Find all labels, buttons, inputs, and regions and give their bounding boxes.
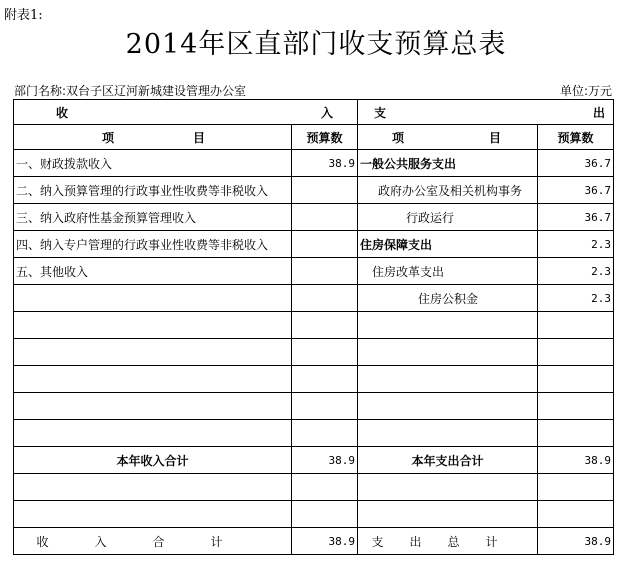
expense-subtotal-label: 本年支出合计 bbox=[358, 447, 538, 474]
empty-row bbox=[14, 420, 614, 447]
appendix-label: 附表1: bbox=[4, 8, 43, 23]
income-item bbox=[14, 285, 292, 312]
expense-item: 住房改革支出 bbox=[358, 258, 538, 285]
income-header-left: 收 bbox=[56, 105, 69, 120]
income-item: 二、纳入预算管理的行政事业性收费等非税收入 bbox=[14, 177, 292, 204]
header-row-income-expense bbox=[14, 100, 614, 125]
expense-value: 2.3 bbox=[538, 231, 614, 258]
income-item: 五、其他收入 bbox=[14, 258, 292, 285]
table-row bbox=[14, 150, 614, 177]
header-row-items bbox=[14, 125, 614, 150]
empty-row bbox=[14, 312, 614, 339]
income-item-header bbox=[14, 125, 292, 150]
income-budget-header: 预算数 bbox=[292, 125, 358, 150]
income-item: 四、纳入专户管理的行政事业性收费等非税收入 bbox=[14, 231, 292, 258]
expense-header-cell bbox=[358, 100, 614, 125]
expense-item: 政府办公室及相关机构事务 bbox=[358, 177, 538, 204]
page-title: 2014年区直部门收支预算总表 bbox=[125, 29, 507, 60]
expense-item-right: 目 bbox=[488, 130, 501, 145]
expense-value: 36.7 bbox=[538, 204, 614, 231]
income-value bbox=[292, 177, 358, 204]
table-row bbox=[14, 285, 614, 312]
empty-row bbox=[14, 501, 614, 528]
unit-label: 单位:万元 bbox=[559, 84, 612, 98]
subtotal-row bbox=[14, 447, 614, 474]
income-value bbox=[292, 258, 358, 285]
income-value bbox=[292, 204, 358, 231]
expense-budget-header: 预算数 bbox=[538, 125, 614, 150]
income-subtotal-label: 本年收入合计 bbox=[14, 447, 292, 474]
income-item: 三、纳入政府性基金预算管理收入 bbox=[14, 204, 292, 231]
expense-header-right: 出 bbox=[592, 105, 605, 120]
expense-header-left: 支 bbox=[374, 105, 387, 120]
table-row bbox=[14, 177, 614, 204]
income-header-cell bbox=[14, 100, 358, 125]
income-item: 一、财政拨款收入 bbox=[14, 150, 292, 177]
expense-item: 行政运行 bbox=[358, 204, 538, 231]
expense-item: 一般公共服务支出 bbox=[358, 150, 538, 177]
expense-item: 住房公积金 bbox=[358, 285, 538, 312]
expense-item: 住房保障支出 bbox=[358, 231, 538, 258]
expense-value: 36.7 bbox=[538, 150, 614, 177]
table-row bbox=[14, 231, 614, 258]
empty-row bbox=[14, 366, 614, 393]
empty-row bbox=[14, 393, 614, 420]
expense-subtotal-value: 38.9 bbox=[538, 447, 614, 474]
expense-item-left: 项 bbox=[392, 130, 405, 145]
expense-total-label: 支出总计 bbox=[371, 534, 524, 549]
table-row bbox=[14, 204, 614, 231]
empty-row bbox=[14, 339, 614, 366]
total-row bbox=[14, 528, 614, 555]
income-value bbox=[292, 285, 358, 312]
expense-item-header bbox=[358, 125, 538, 150]
budget-table bbox=[13, 99, 614, 555]
expense-total-cell bbox=[358, 528, 538, 555]
income-value: 38.9 bbox=[292, 150, 358, 177]
expense-total-value: 38.9 bbox=[538, 528, 614, 555]
income-total-value: 38.9 bbox=[292, 528, 358, 555]
income-total-label: 收入合计 bbox=[36, 534, 269, 549]
income-subtotal-value: 38.9 bbox=[292, 447, 358, 474]
income-header-right: 入 bbox=[320, 105, 333, 120]
income-item-left: 项 bbox=[102, 130, 115, 145]
empty-row bbox=[14, 474, 614, 501]
expense-value: 2.3 bbox=[538, 285, 614, 312]
income-total-cell bbox=[14, 528, 292, 555]
expense-value: 36.7 bbox=[538, 177, 614, 204]
expense-value: 2.3 bbox=[538, 258, 614, 285]
income-value bbox=[292, 231, 358, 258]
table-row bbox=[14, 258, 614, 285]
department-name: 部门名称:双台子区辽河新城建设管理办公室 bbox=[14, 84, 247, 98]
income-item-right: 目 bbox=[192, 130, 205, 145]
